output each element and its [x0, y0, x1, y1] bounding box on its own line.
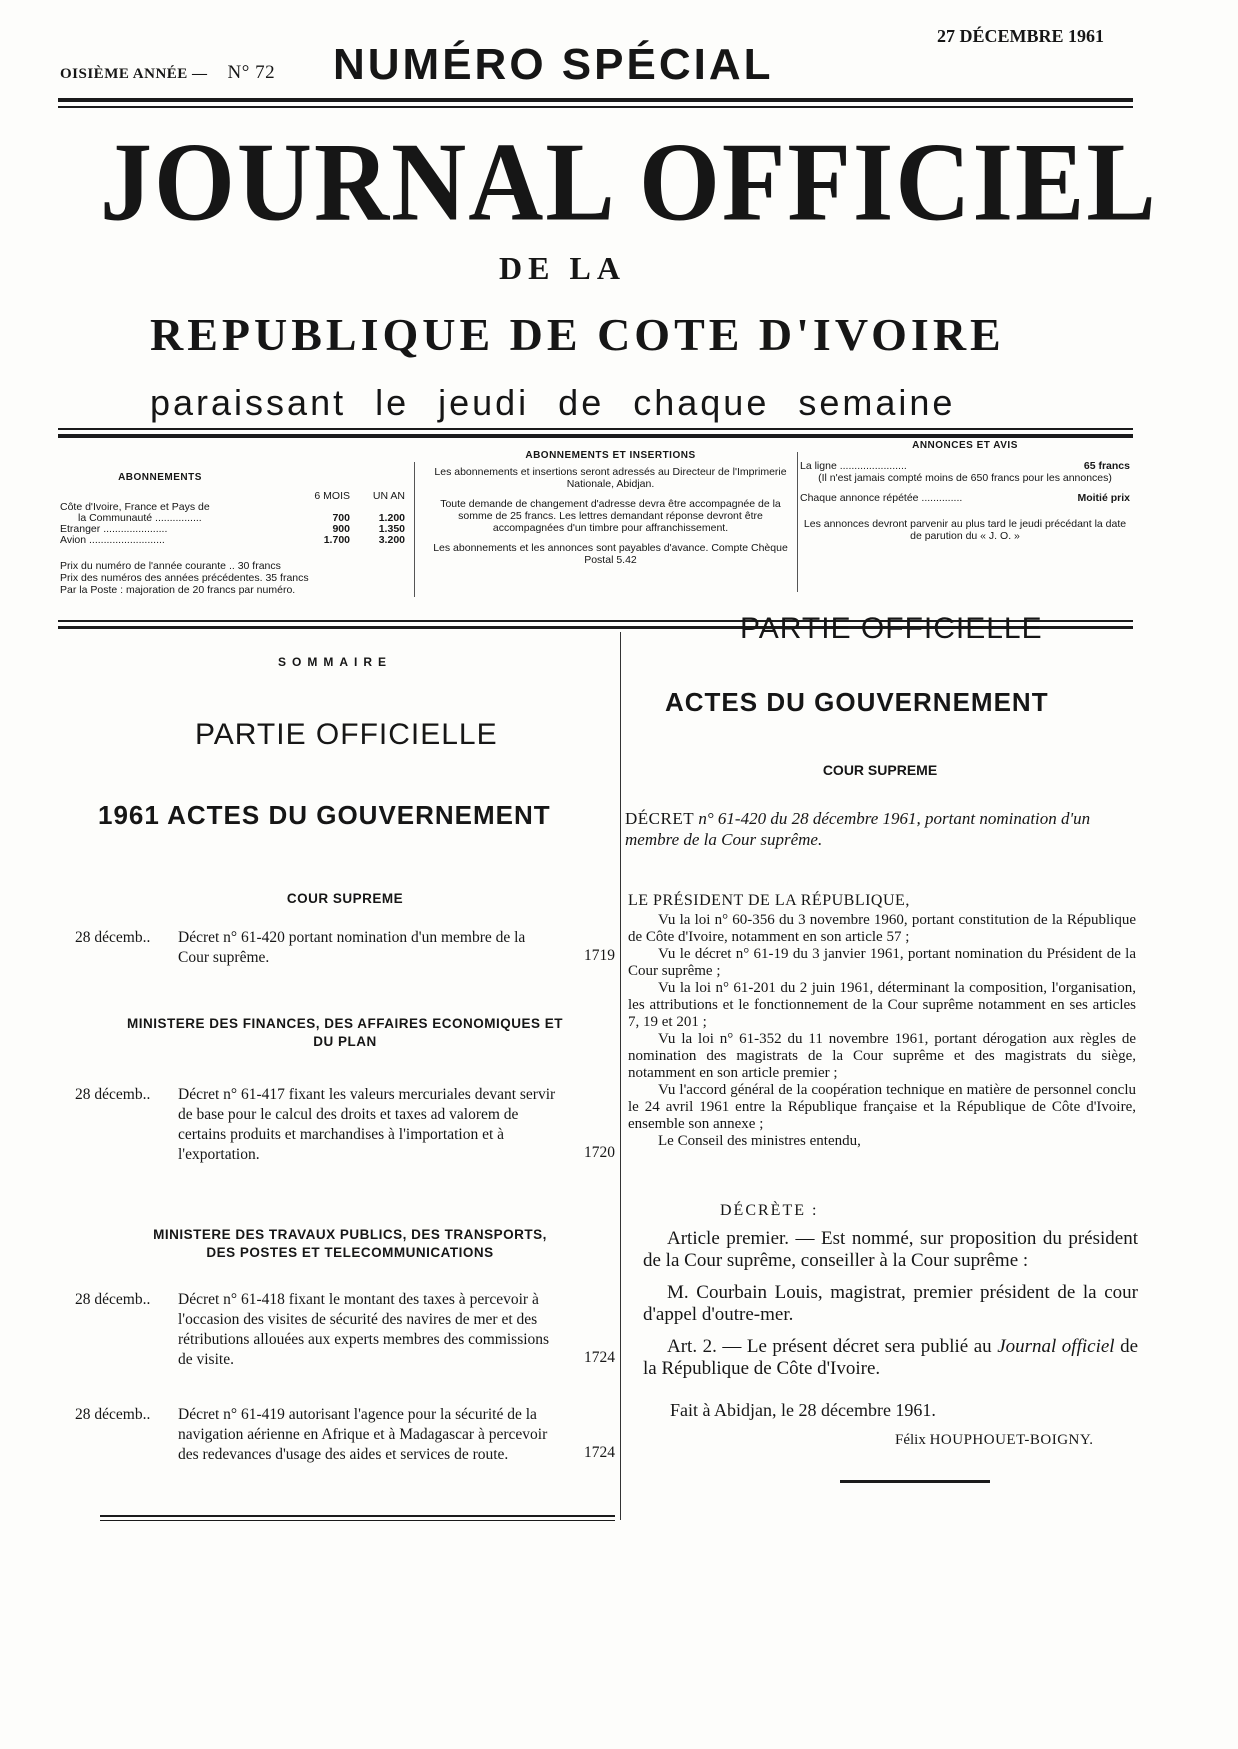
col-6-mois: 6 MOIS	[314, 490, 350, 502]
entry-date: 28 décemb..	[75, 1086, 151, 1103]
entry-text: Décret n° 61-419 autorisant l'agence pour la sécurité de la navigation aérienne en Afrique et à Madagascar à percevoir des redevances d'usage des aides et services de route.	[178, 1406, 548, 1463]
main-partie-officielle: PARTIE OFFICIELLE	[740, 612, 1043, 645]
president-heading: LE PRÉSIDENT DE LA RÉPUBLIQUE,	[628, 892, 910, 909]
insertions-p3: Les abonnements et les annonces sont payables d'avance. Compte Chèque Postal 5.42	[433, 542, 788, 566]
nominee-text: M. Courbain Louis, magistrat, premier président de la cour d'appel d'outre-mer.	[643, 1282, 1138, 1325]
article-2: Art. 2. — Le présent décret sera publié au Journal officiel de la République de Côte d'Ivoire.	[643, 1336, 1139, 1379]
issue-number: N° 72	[227, 62, 276, 83]
table-row: la Communauté ................ 700 1.200	[78, 512, 405, 524]
annonces-heading: ANNONCES ET AVIS	[912, 440, 1018, 451]
journal-officiel-ref: Journal officiel	[997, 1336, 1115, 1357]
list-item	[75, 1405, 615, 1465]
entry-text: Décret n° 61-420 portant nomination d'un membre de la Cour suprême.	[178, 929, 526, 966]
signature	[895, 1432, 1094, 1449]
masthead-de-la: DE LA	[499, 250, 626, 286]
decret-prefix: DÉCRET	[625, 809, 695, 828]
band-divider-2	[797, 452, 798, 592]
visa-item: Vu la loi n° 61-352 du 11 novembre 1961, portant dérogation aux règles de nomination des magistrats de la Cour suprême et des magistrats du siège, notamment en son article premier ;	[628, 1031, 1136, 1081]
issue-date: 27 DÉCEMBRE 1961	[937, 26, 1105, 46]
visas-list	[628, 912, 1136, 1150]
signature-last-name: HOUPHOUET-BOIGNY.	[929, 1432, 1094, 1448]
minimum-note: (Il n'est jamais compté moins de 650 francs pour les annonces)	[818, 472, 1112, 484]
entry-page: 1720	[584, 1144, 615, 1161]
entry-date: 28 décemb..	[75, 1406, 151, 1423]
main-cour-supreme: COUR SUPREME	[822, 762, 938, 778]
repeat-row: Chaque annonce répétée .............. Moitié prix	[800, 492, 1130, 504]
ministry-travaux-publics: MINISTERE DES TRAVAUX PUBLICS, DES TRANSPORTS, DES POSTES ET TELECOMMUNICATIONS	[153, 1227, 547, 1260]
signature-first-name: Félix	[895, 1432, 926, 1448]
deadline-note: Les annonces devront parvenir au plus tard le jeudi précédant la date de parution du « J. O. »	[803, 518, 1127, 542]
sommaire-end-rule-1	[100, 1515, 615, 1517]
insertions-box	[428, 450, 793, 574]
ligne-row: La ligne ....................... 65 francs	[800, 460, 1130, 472]
prix-lines: Prix du numéro de l'année courante .. 30 francs Prix des numéros des années précédentes. 35 francs Par la Poste : majoration de 20 francs par numéro.	[60, 560, 309, 596]
col-un-an: UN AN	[372, 490, 405, 502]
list-item	[75, 928, 615, 968]
masthead-rule-thick	[58, 434, 1133, 438]
fait-a-abidjan: Fait à Abidjan, le 28 décembre 1961.	[670, 1400, 936, 1420]
signature-end-rule	[840, 1480, 990, 1483]
article-1-nominee	[643, 1282, 1138, 1326]
ministry-finances: MINISTERE DES FINANCES, DES AFFAIRES ECONOMIQUES ET DU PLAN	[126, 1016, 564, 1049]
visa-item: Vu l'accord général de la coopération technique en matière de personnel conclu le 24 avril 1961 entre la République française et la République de Côte d'Ivoire, ensemble son annexe ;	[628, 1082, 1136, 1132]
decrete-heading: DÉCRÈTE :	[720, 1202, 819, 1219]
abonnements-heading: ABONNEMENTS	[118, 472, 202, 483]
entry-page: 1724	[584, 1444, 615, 1461]
masthead-title: JOURNAL OFFICIEL	[100, 120, 1158, 245]
list-item	[75, 1290, 615, 1370]
entry-text: Décret n° 61-418 fixant le montant des taxes à percevoir à l'occasion des visites de sécurité des navires de mer et des rétributions allouées aux experts membres des commissions de visite.	[178, 1291, 550, 1368]
top-rule-thick	[58, 98, 1133, 102]
entry-date: 28 décemb..	[75, 929, 151, 946]
visa-item: Vu le décret n° 61-19 du 3 janvier 1961, portant nomination du Président de la Cour suprême ;	[628, 946, 1136, 979]
insertions-p2: Toute demande de changement d'adresse devra être accompagnée de la somme de 25 francs. Les lettres demandant réponse devront être accompagnées d'un timbre pour affranchissement.	[440, 498, 781, 534]
article-1-text: Article premier. — Est nommé, sur proposition du président de la Cour suprême, conseiller à la Cour suprême :	[643, 1228, 1138, 1271]
special-issue-title: NUMÉRO SPÉCIAL	[333, 40, 774, 89]
band-divider-1	[414, 462, 415, 597]
insertions-p1: Les abonnements et insertions seront adressés au Directeur de l'Imprimerie Nationale, Abidjan.	[434, 466, 787, 490]
edition-year: OISIÈME ANNÉE —	[60, 66, 208, 82]
main-actes-heading: ACTES DU GOUVERNEMENT	[665, 687, 1049, 717]
entry-date: 28 décemb..	[75, 1291, 151, 1308]
list-item	[75, 1085, 615, 1165]
sommaire-partie-officielle: PARTIE OFFICIELLE	[195, 718, 498, 751]
sommaire-actes-heading: 1961 ACTES DU GOUVERNEMENT	[98, 800, 551, 830]
sommaire-label: SOMMAIRE	[278, 655, 392, 669]
decret-title	[625, 808, 1130, 850]
masthead-republic: REPUBLIQUE DE COTE D'IVOIRE	[150, 309, 1005, 360]
abonnements-table	[60, 490, 405, 546]
visa-item: Vu la loi n° 60-356 du 3 novembre 1960, portant constitution de la République de Côte d'Ivoire, notamment en son article 57 ;	[628, 912, 1136, 945]
visa-item: Le Conseil des ministres entendu,	[658, 1133, 861, 1149]
entry-text: Décret n° 61-417 fixant les valeurs mercuriales devant servir de base pour le calcul des droits et taxes ad valorem de certains produits et marchandises à l'importation et à l'exportation.	[178, 1086, 556, 1163]
entry-page: 1719	[584, 947, 615, 964]
annonces-box	[800, 440, 1130, 542]
table-row: Avion .......................... 1.700 3.200	[60, 534, 405, 546]
insertions-heading: ABONNEMENTS ET INSERTIONS	[525, 450, 696, 461]
ministry-cour-supreme: COUR SUPREME	[286, 891, 404, 906]
entry-page: 1724	[584, 1349, 615, 1366]
article-1	[643, 1228, 1138, 1272]
table-row: Etranger ...................... 900 1.350	[60, 523, 405, 535]
visa-item: Vu la loi n° 61-201 du 2 juin 1961, déterminant la composition, l'organisation, les attributions et le fonctionnement de la Cour suprême notamment en ses articles 7, 19 et 201 ;	[628, 980, 1136, 1030]
table-row: Côte d'Ivoire, France et Pays de	[60, 501, 210, 513]
abonnements-box	[60, 472, 405, 596]
masthead-rule-thin	[58, 428, 1133, 430]
top-rule-thin	[58, 106, 1133, 108]
decret-title-text: n° 61-420 du 28 décembre 1961, portant nomination d'un membre de la Cour suprême.	[625, 809, 1091, 849]
edition-label	[60, 62, 275, 84]
masthead-tagline: paraissant le jeudi de chaque semaine	[150, 382, 956, 423]
sommaire-end-rule-2	[100, 1520, 615, 1521]
